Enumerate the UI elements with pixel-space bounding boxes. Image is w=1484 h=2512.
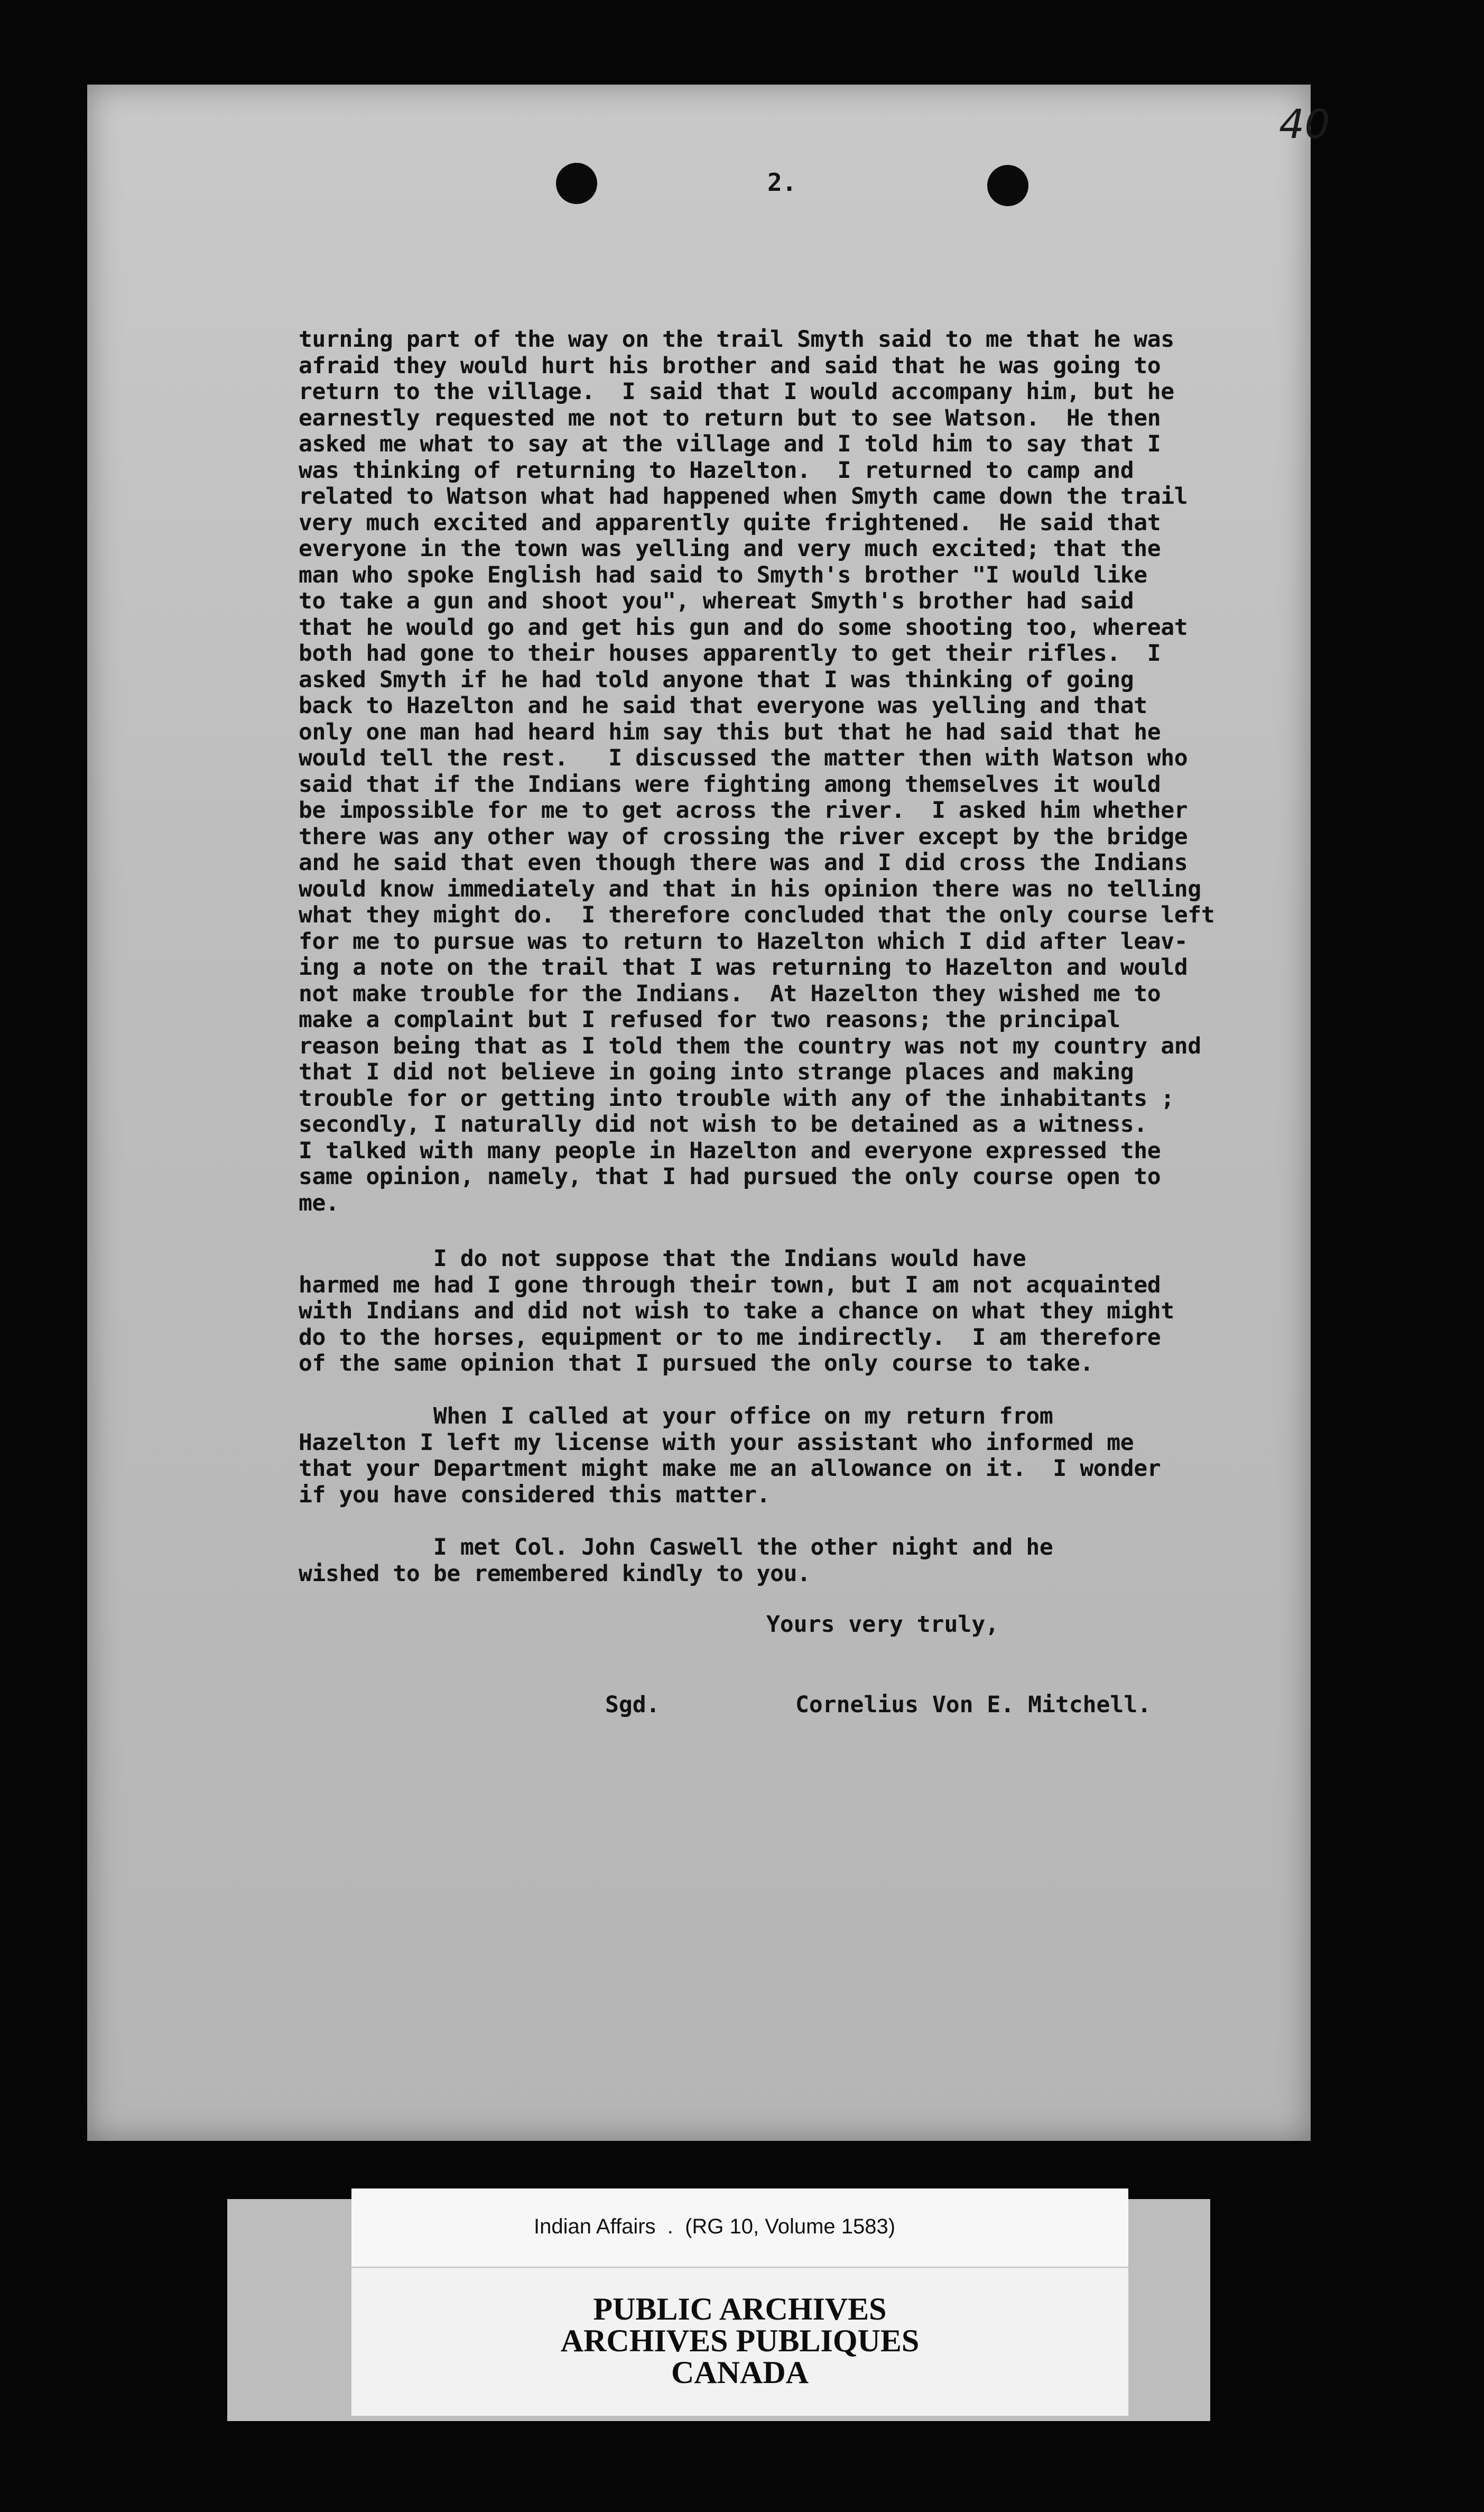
text-line: there was any other way of crossing the river except by the bridge xyxy=(299,823,1188,850)
text-line: reason being that as I told them the country was not my country and xyxy=(299,1032,1201,1059)
text-line: ing a note on the trail that I was returning to Hazelton and would xyxy=(299,954,1188,981)
text-line: said that if the Indians were fighting among themselves it would xyxy=(299,771,1161,798)
text-line: asked me what to say at the village and I told him to say that I xyxy=(299,431,1161,457)
typed-page-number: 2. xyxy=(767,168,797,197)
text-line: if you have considered this matter. xyxy=(299,1481,771,1508)
punch-hole-right xyxy=(987,165,1028,206)
text-line: of the same opinion that I pursued the only course to take. xyxy=(299,1350,1093,1377)
letter-paragraph-2 xyxy=(299,1246,1174,1377)
letter-closing: Yours very truly, xyxy=(766,1611,999,1638)
text-line: be impossible for me to get across the river. I asked him whether xyxy=(299,797,1188,824)
text-line: harmed me had I gone through their town, but I am not acquainted xyxy=(299,1271,1161,1298)
text-line: asked Smyth if he had told anyone that I was thinking of going xyxy=(299,666,1134,693)
text-line: same opinion, namely, that I had pursued the only course open to xyxy=(299,1163,1161,1190)
letter-paragraph-1 xyxy=(299,327,1214,1216)
text-line: that he would go and get his gun and do some shooting too, whereat xyxy=(299,614,1188,641)
text-line: only one man had heard him say this but that he had said that he xyxy=(299,718,1161,745)
punch-hole-left xyxy=(556,163,597,204)
text-line: man who spoke English had said to Smyth's brother "I would like xyxy=(299,561,1147,588)
text-line: Hazelton I left my license with your assistant who informed me xyxy=(299,1429,1134,1456)
text-line: for me to pursue was to return to Hazelton which I did after leav- xyxy=(299,928,1188,955)
text-line: secondly, I naturally did not wish to be detained as a witness. xyxy=(299,1111,1147,1138)
text-line: I do not suppose that the Indians would have xyxy=(299,1245,1026,1272)
text-line: do to the horses, equipment or to me indirectly. I am therefore xyxy=(299,1324,1161,1351)
text-line: I met Col. John Caswell the other night and he xyxy=(299,1534,1053,1560)
text-line: very much excited and apparently quite frightened. He said that xyxy=(299,509,1161,536)
text-line: turning part of the way on the trail Smyth said to me that he was xyxy=(299,326,1174,353)
text-line: afraid they would hurt his brother and said that he was going to xyxy=(299,352,1161,379)
text-line: to take a gun and shoot you", whereat Smyth's brother had said xyxy=(299,588,1134,614)
text-line: that I did not believe in going into strange places and making xyxy=(299,1059,1134,1085)
text-line: earnestly requested me not to return but to see Watson. He then xyxy=(299,404,1161,431)
text-line: I talked with many people in Hazelton and everyone expressed the xyxy=(299,1137,1161,1164)
text-line: When I called at your office on my return from xyxy=(299,1403,1053,1429)
letter-paragraph-3 xyxy=(299,1403,1161,1508)
letter-paragraph-4 xyxy=(299,1535,1053,1587)
text-line: was thinking of returning to Hazelton. I returned to camp and xyxy=(299,457,1134,484)
text-line: and he said that even though there was and I did cross the Indians xyxy=(299,849,1188,876)
text-line: what they might do. I therefore concluded that the only course left xyxy=(299,902,1215,928)
signed-marker: Sgd. xyxy=(605,1692,660,1718)
text-line: wished to be remembered kindly to you. xyxy=(299,1560,811,1587)
text-line: everyone in the town was yelling and very much excited; that the xyxy=(299,535,1161,562)
archive-line-french: ARCHIVES PUBLIQUES xyxy=(560,2323,920,2358)
text-line: return to the village. I said that I would accompany him, but he xyxy=(299,378,1174,405)
text-line: that your Department might make me an allowance on it. I wonder xyxy=(299,1455,1161,1482)
text-line: would tell the rest. I discussed the matter then with Watson who xyxy=(299,745,1188,771)
text-line: back to Hazelton and he said that everyone was yelling and that xyxy=(299,692,1147,719)
text-line: not make trouble for the Indians. At Hazelton they wished me to xyxy=(299,980,1161,1007)
text-line: related to Watson what had happened when Smyth came down the trail xyxy=(299,483,1188,510)
archive-reference: Indian Affairs . (RG 10, Volume 1583) xyxy=(534,2215,896,2238)
text-line: trouble for or getting into trouble with any of the inhabitants ; xyxy=(299,1085,1174,1112)
text-line: with Indians and did not wish to take a chance on what they might xyxy=(299,1298,1174,1324)
text-line: would know immediately and that in his opinion there was no telling xyxy=(299,875,1201,902)
archive-line-english: PUBLIC ARCHIVES xyxy=(593,2292,887,2326)
handwritten-page-number: 40 xyxy=(1279,100,1330,147)
signer-name: Cornelius Von E. Mitchell. xyxy=(795,1692,1152,1718)
archive-line-country: CANADA xyxy=(671,2355,809,2390)
text-line: make a complaint but I refused for two reasons; the principal xyxy=(299,1006,1120,1033)
text-line: both had gone to their houses apparently to get their rifles. I xyxy=(299,640,1161,667)
text-line: me. xyxy=(299,1189,339,1216)
